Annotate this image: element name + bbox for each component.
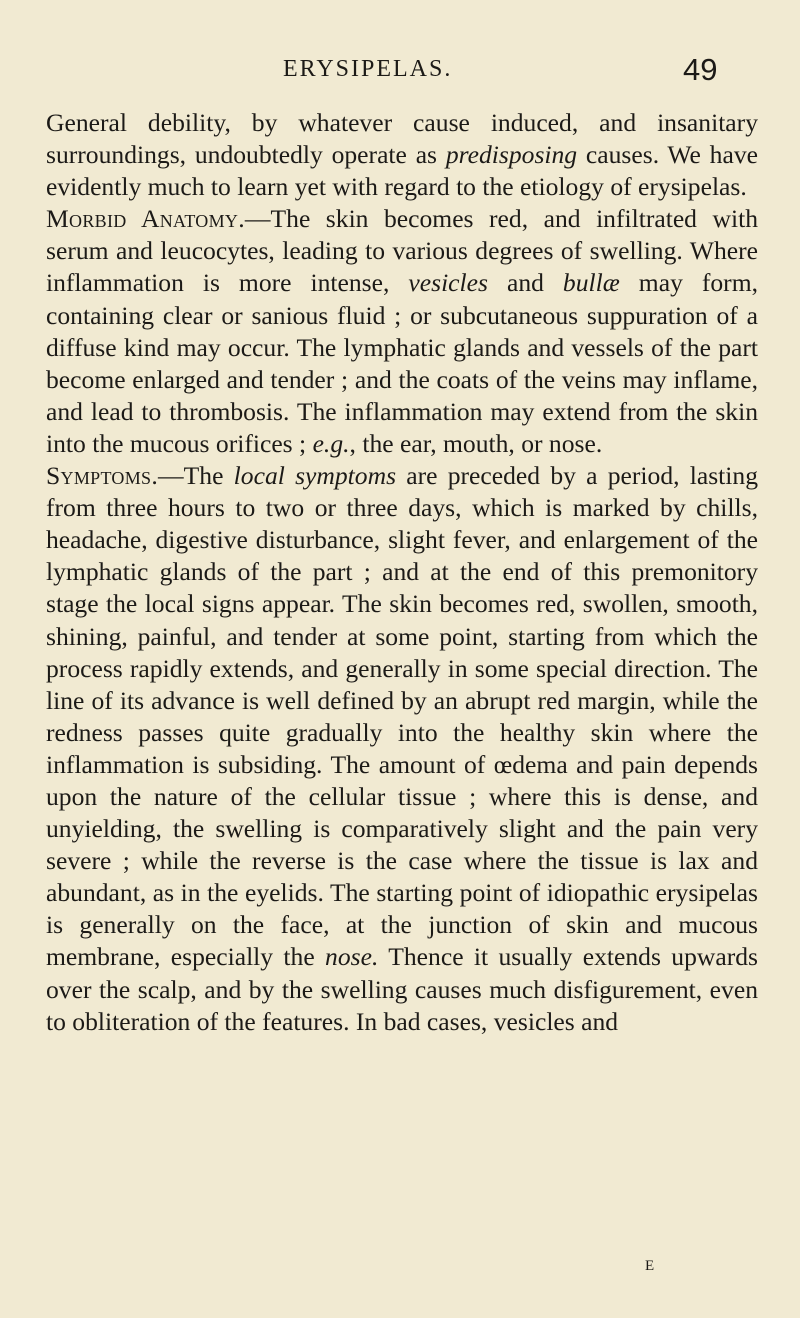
page-header: [0, 52, 800, 92]
text-span: —The: [158, 461, 234, 491]
body-text: [46, 107, 758, 1038]
text-span: , the ear, mouth, or nose.: [349, 428, 603, 458]
text-span: may form, containing clear or sanious fluid ; or subcutaneous suppuration of a diffuse kind may occur. The lymphatic glands and vessels of the part become enlarged and tender ; and the coats of the veins may inflame, and lead to thrombosis. The inflammation may extend from the skin into the mucous orifices ;: [46, 268, 758, 458]
emphasis: predisposing: [445, 140, 578, 170]
emphasis: bullæ: [562, 268, 620, 298]
text-span: Thence it usually extends upwards over the scalp, and by the swelling causes much disfigurement, even to obliteration of the features. In bad cases, vesicles and: [46, 942, 758, 1036]
emphasis: e.g.: [312, 428, 350, 458]
page-number: 49: [683, 52, 718, 87]
emphasis: local symptoms: [233, 461, 397, 491]
paragraph-symptoms: [46, 460, 758, 1038]
text-span: causes. We have evidently much to learn yet with regard to the etiology of erysipelas.: [46, 140, 758, 202]
emphasis: nose.: [325, 942, 379, 972]
text-span: —The skin becomes red, and infiltrated with serum and leucocytes, leading to various degrees of swelling. Where inflammation is more intense,: [46, 204, 758, 298]
emphasis: vesicles: [408, 268, 488, 298]
signature-mark: E: [645, 1258, 655, 1274]
paragraph-morbid-anatomy: [46, 203, 758, 460]
section-heading: Symptoms.: [46, 461, 159, 491]
paragraph-etiology: [46, 107, 758, 203]
text-span: are preceded by a period, lasting from three hours to two or three days, which is marked by chills, headache, digestive disturbance, slight fever, and enlargement of the lymphatic glands of the part ; and at the end of this premonitory stage the local signs appear. The skin becomes red, swollen, smooth, shining, painful, and tender at some point, starting from which the process rapidly extends, and generally in some special direction. The line of its advance is well defined by an abrupt red margin, while the redness passes quite gradually into the healthy skin where the inflammation is subsiding. The amount of œdema and pain depends upon the nature of the cellular tissue ; where this is dense, and unyielding, the swelling is comparatively slight and the pain very severe ; while the reverse is the case where the tissue is lax and abundant, as in the eyelids. The starting point of idiopathic erysipelas is generally on the face, at the junction of skin and mucous membrane, especially the: [46, 461, 758, 972]
running-title: ERYSIPELAS.: [283, 56, 453, 82]
section-heading: Morbid Anatomy.: [46, 204, 245, 234]
text-span: General debility, by whatever cause induced, and insanitary surroundings, undoubtedly operate as: [46, 108, 758, 170]
text-span: and: [487, 268, 563, 298]
